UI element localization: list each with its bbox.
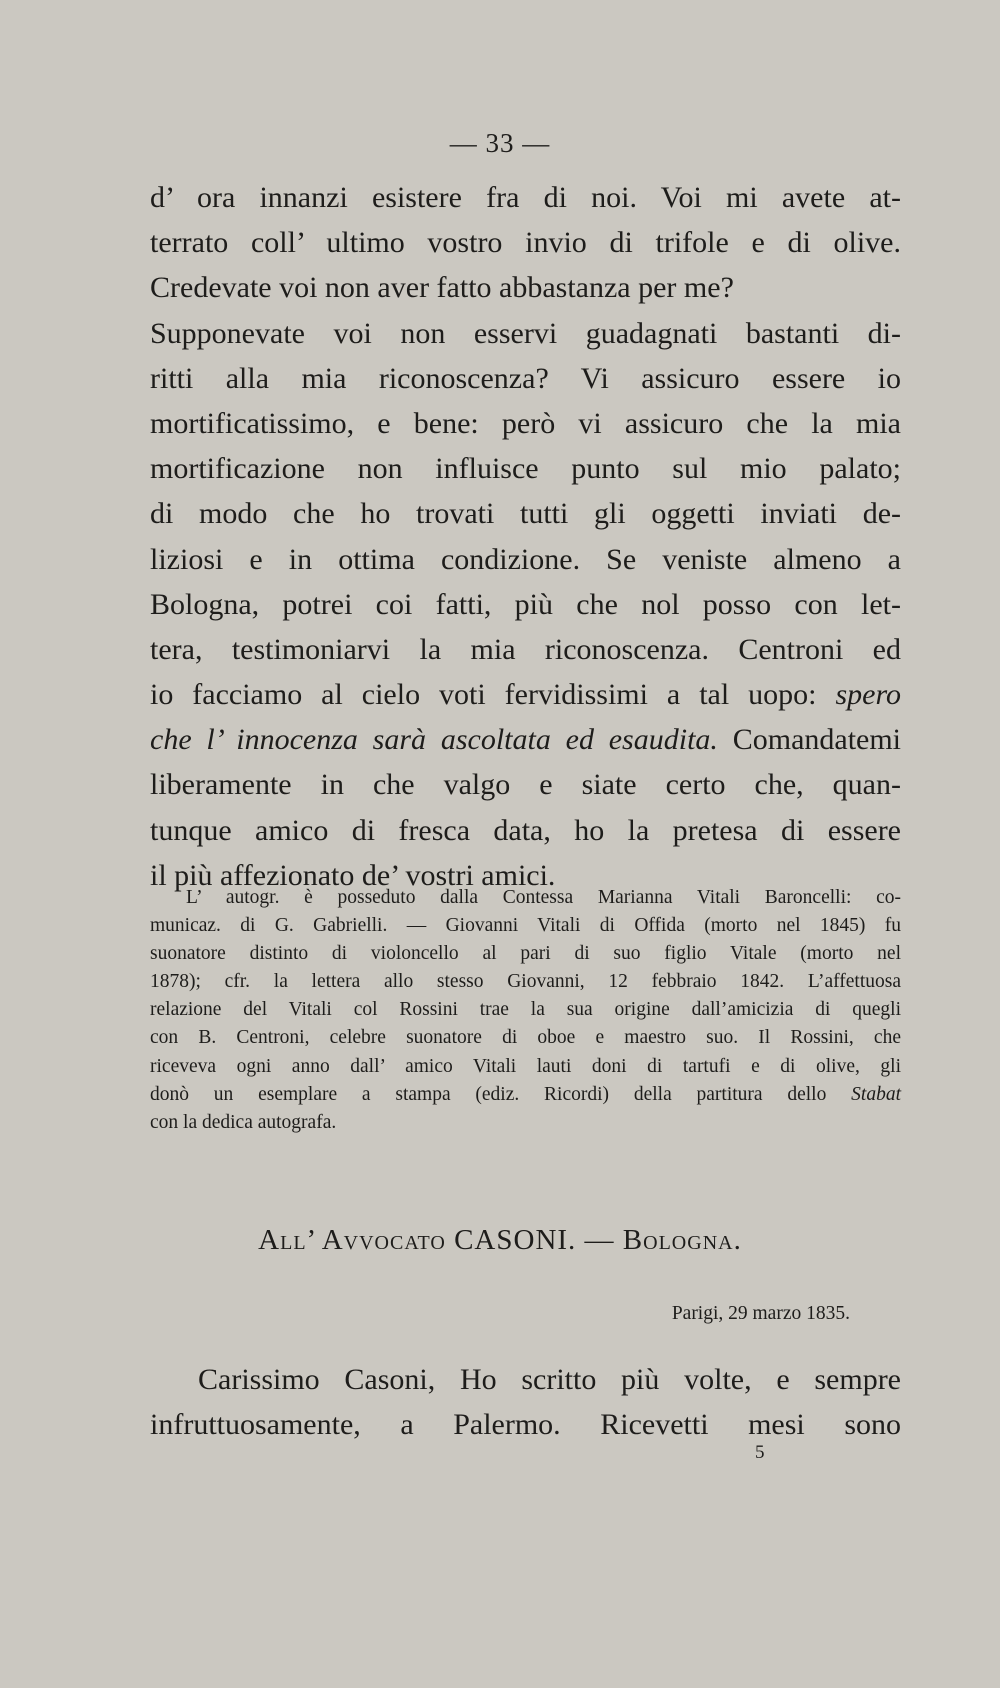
body-line: liberamente in che valgo e siate certo che, quan- [150, 768, 901, 802]
body-line-mixed [150, 717, 901, 762]
body-text: Comandatemi [732, 723, 902, 757]
body-line: Supponevate voi non esservi guadagnati bastanti di- [150, 316, 901, 350]
body-line: Bologna, potrei coi fatti, più che nol posso con let- [150, 587, 901, 621]
footnote-line: riceveva ogni anno dall’ amico Vitali lauti doni di tartufi e di olive, gli [150, 1055, 901, 1077]
letter-body [150, 175, 901, 898]
page-number-header: — 33 — [449, 128, 551, 158]
footnote-line: con B. Centroni, celebre suonatore di oboe e maestro suo. Il Rossini, che [150, 1027, 901, 1049]
body-line-mixed [150, 672, 901, 717]
body-line: tunque amico di fresca data, ho la pretesa di essere [150, 813, 901, 847]
footnote-line: relazione del Vitali col Rossini trae la sua origine dall’amicizia di quegli [150, 999, 901, 1021]
body-line: liziosi e in ottima condizione. Se veniste almeno a [150, 542, 901, 576]
footnote-line: suonatore distinto di violoncello al pari di suo figlio Vitale (morto nel [150, 943, 901, 965]
footnote-line: con la dedica autografa. [150, 1111, 337, 1133]
footnote-line: L’ autogr. è posseduto dalla Contessa Marianna Vitali Baroncelli: co- [186, 887, 901, 908]
italic-text: spero [835, 678, 902, 712]
body-line: tera, testimoniarvi la mia riconoscenza. Centroni ed [150, 632, 901, 666]
next-letter-body [150, 1357, 901, 1447]
footnote [150, 884, 901, 1137]
body-line: infruttuosamente, a Palermo. Ricevetti mesi sono [150, 1408, 901, 1442]
footnote-line-mixed [150, 1081, 901, 1109]
footnote-line: 1878); cfr. la lettera allo stesso Giovanni, 12 febbraio 1842. L’affettuosa [150, 971, 901, 993]
body-line: mortificatissimo, e bene: però vi assicuro che la mia [150, 406, 901, 440]
signature-mark: 5 [755, 1442, 765, 1463]
footnote-italic: Stabat [851, 1083, 901, 1105]
body-line: d’ ora innanzi esistere fra di noi. Voi mi avete at- [150, 181, 901, 214]
body-line: ritti alla mia riconoscenza? Vi assicuro essere io [150, 361, 901, 395]
body-line: Carissimo Casoni, Ho scritto più volte, e sempre [198, 1363, 901, 1396]
letter-date: Parigi, 29 marzo 1835. [671, 1303, 850, 1324]
footnote-text: donò un esemplare a stampa (ediz. Ricordi) della partitura dello [150, 1083, 827, 1105]
letter-heading: All’ Avvocato CASONI. — Bologna. [258, 1224, 742, 1256]
body-line: terrato coll’ ultimo vostro invio di trifole e di olive. [150, 226, 901, 260]
body-line: mortificazione non influisce punto sul mio palato; [150, 452, 901, 486]
footnote-line: municaz. di G. Gabrielli. — Giovanni Vitali di Offida (morto nel 1845) fu [150, 915, 901, 937]
body-line: Credevate voi non aver fatto abbastanza per me? [150, 271, 734, 305]
body-text: io facciamo al cielo voti fervidissimi a tal uopo: [150, 678, 817, 712]
body-line: il più affezionato de’ vostri amici. [150, 858, 556, 892]
italic-text: che l’ innocenza sarà ascoltata ed esaudita. [150, 723, 718, 757]
body-line: di modo che ho trovati tutti gli oggetti inviati de- [150, 497, 901, 531]
